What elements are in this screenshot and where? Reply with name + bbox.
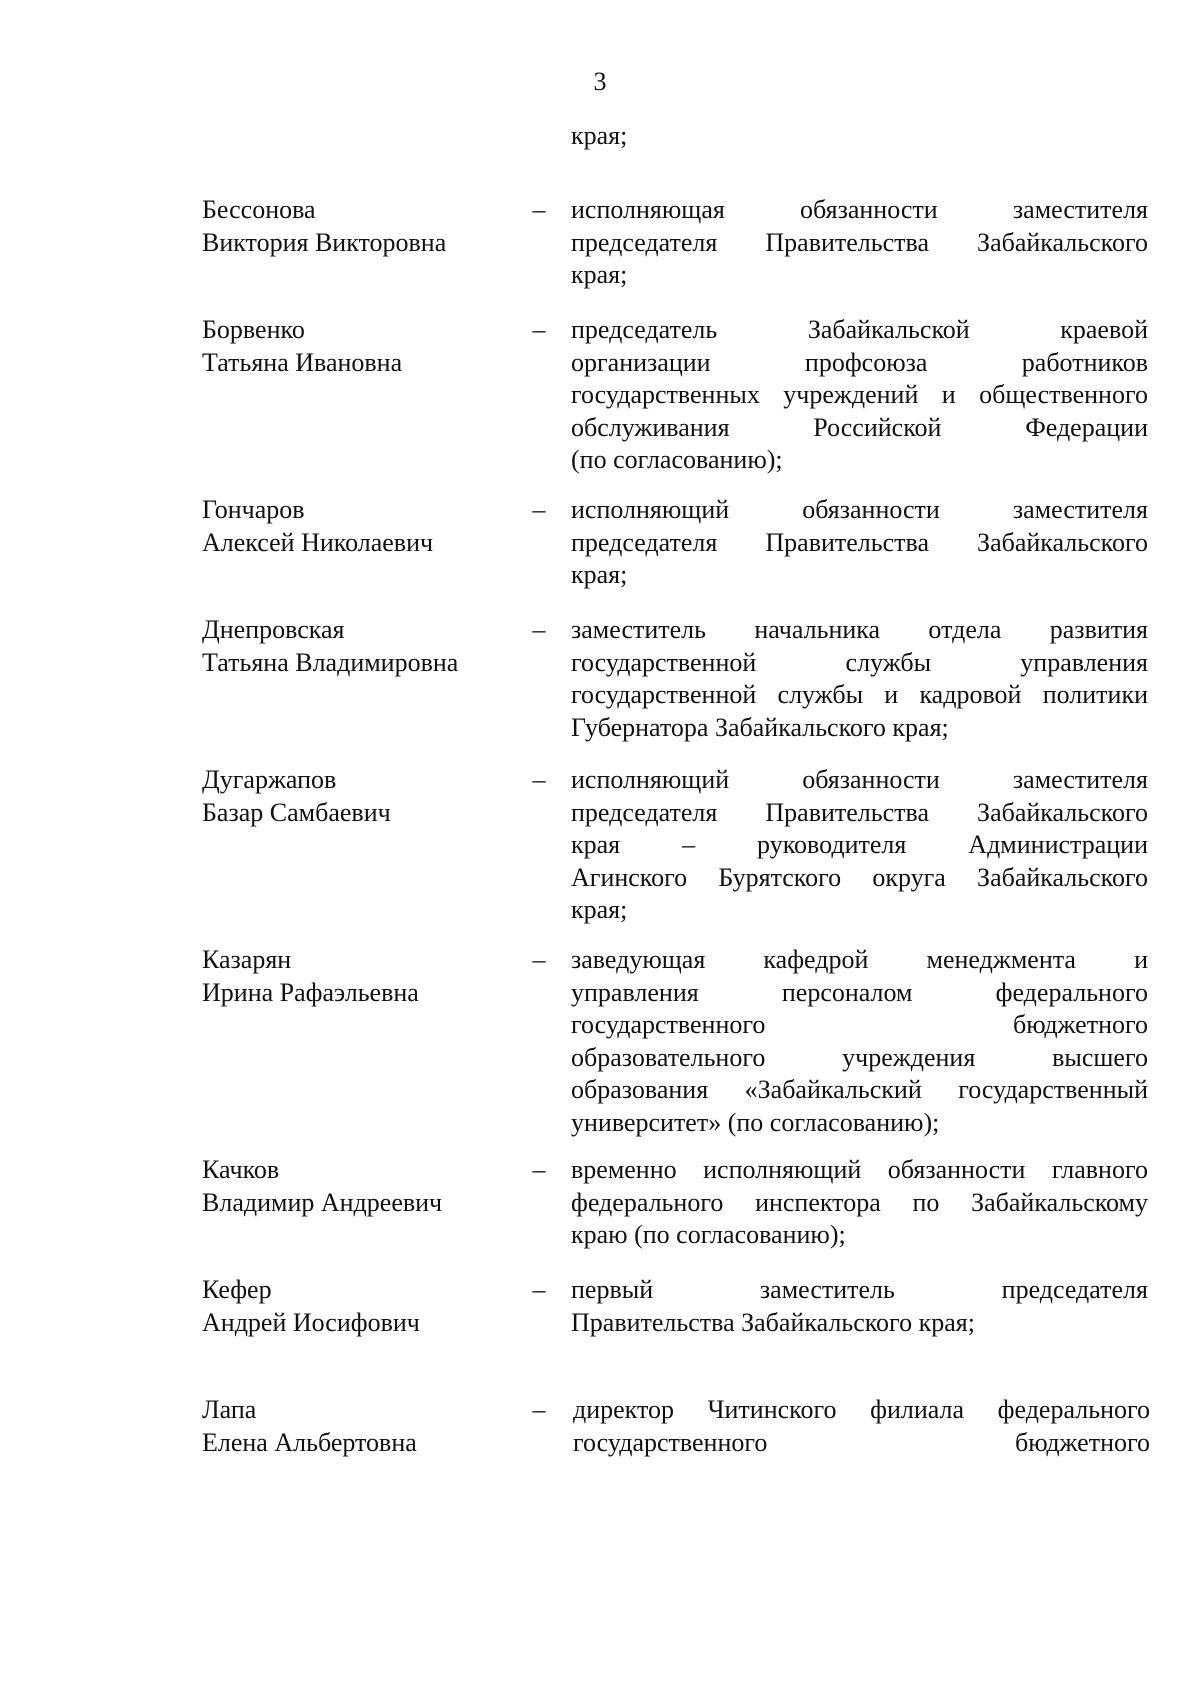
position-line: Правительства Забайкальского края; [571, 1307, 975, 1337]
position-line: председателя Правительства Забайкальского [571, 227, 1148, 257]
member-name [202, 1274, 502, 1339]
member-position [571, 314, 1148, 477]
member-surname: Днепровская [202, 615, 345, 644]
member-given-names: Владимир Андреевич [202, 1187, 443, 1217]
entry-dash: – [532, 945, 546, 974]
page-number: 3 [593, 67, 607, 96]
position-line: заведующая кафедрой менеджмента и [571, 945, 1148, 974]
member-name [202, 614, 502, 679]
position-line: края; [571, 560, 628, 589]
position-line: края; [571, 260, 628, 289]
entry-dash: – [532, 765, 546, 794]
member-position [571, 1154, 1148, 1252]
member-surname: Кефер [202, 1275, 272, 1304]
member-given-names: Базар Самбаевич [202, 797, 391, 827]
member-position [571, 1274, 1148, 1339]
member-position [571, 614, 1148, 744]
position-line: организации профсоюза работников [571, 347, 1148, 377]
position-line: университет» (по согласованию); [571, 1107, 940, 1137]
member-given-names: Елена Альбертовна [202, 1427, 417, 1457]
entry-dash: – [532, 315, 546, 344]
position-line: (по согласованию); [571, 445, 783, 474]
entry-dash: – [532, 1275, 546, 1304]
member-surname: Лапа [202, 1395, 257, 1424]
position-line: управления персоналом федерального [571, 977, 1148, 1007]
member-surname: Казарян [202, 945, 292, 974]
position-line: исполняющий обязанности заместителя [571, 765, 1148, 794]
member-given-names: Андрей Иосифович [202, 1307, 420, 1337]
position-line: директор Читинского филиала федерального [573, 1395, 1150, 1424]
member-given-names: Ирина Рафаэльевна [202, 977, 419, 1007]
entry-dash: – [532, 495, 546, 524]
position-line: Губернатора Забайкальского края; [571, 712, 949, 742]
position-line: образования «Забайкальский государственный [571, 1075, 1148, 1104]
position-line: первый заместитель председателя [571, 1275, 1148, 1304]
member-position [571, 194, 1148, 292]
position-line: председатель Забайкальской краевой [571, 315, 1148, 344]
position-line: председателя Правительства Забайкальского [571, 797, 1148, 827]
member-name [202, 1154, 502, 1219]
position-line: исполняющая обязанности заместителя [571, 195, 1148, 224]
member-surname: Качков [202, 1155, 280, 1184]
member-given-names: Татьяна Владимировна [202, 647, 459, 677]
position-line: края; [571, 895, 628, 924]
position-line: заместитель начальника отдела развития [571, 615, 1148, 644]
member-surname: Дугаржапов [202, 765, 337, 794]
member-position [571, 494, 1148, 592]
continuation-text: края; [571, 121, 628, 150]
position-line: исполняющий обязанности заместителя [571, 495, 1148, 524]
position-line: обслуживания Российской Федерации [571, 412, 1148, 442]
member-name [202, 194, 502, 259]
position-line: председателя Правительства Забайкальского [571, 527, 1148, 557]
member-name [202, 944, 502, 1009]
entry-dash: – [532, 1395, 546, 1424]
member-name [202, 314, 502, 379]
entry-dash: – [532, 195, 546, 224]
position-line: государственной службы управления [571, 647, 1148, 677]
position-line: временно исполняющий обязанности главного [571, 1155, 1148, 1184]
member-name [202, 494, 502, 559]
entry-dash: – [532, 1155, 546, 1184]
position-line: краю (по согласованию); [571, 1220, 846, 1249]
member-position [571, 764, 1148, 927]
member-name [202, 1394, 502, 1459]
position-line: государственного бюджетного [571, 1010, 1148, 1039]
member-given-names: Виктория Викторовна [202, 227, 447, 257]
member-given-names: Татьяна Ивановна [202, 347, 403, 377]
entry-dash: – [532, 615, 546, 644]
position-line: государственной службы и кадровой политики [571, 680, 1148, 709]
position-line: государственных учреждений и общественного [571, 380, 1148, 409]
member-given-names: Алексей Николаевич [202, 527, 434, 557]
position-line: образовательного учреждения высшего [571, 1042, 1148, 1072]
position-line: федерального инспектора по Забайкальскому [571, 1187, 1148, 1217]
position-line: Агинского Бурятского округа Забайкальского [571, 862, 1148, 892]
position-line: края – руководителя Администрации [571, 830, 1148, 859]
member-surname: Бессонова [202, 195, 316, 224]
member-position [571, 944, 1148, 1139]
member-position [573, 1394, 1150, 1459]
member-name [202, 764, 502, 829]
position-line: государственного бюджетного [573, 1427, 1150, 1457]
member-surname: Гончаров [202, 495, 305, 524]
member-surname: Борвенко [202, 315, 305, 344]
